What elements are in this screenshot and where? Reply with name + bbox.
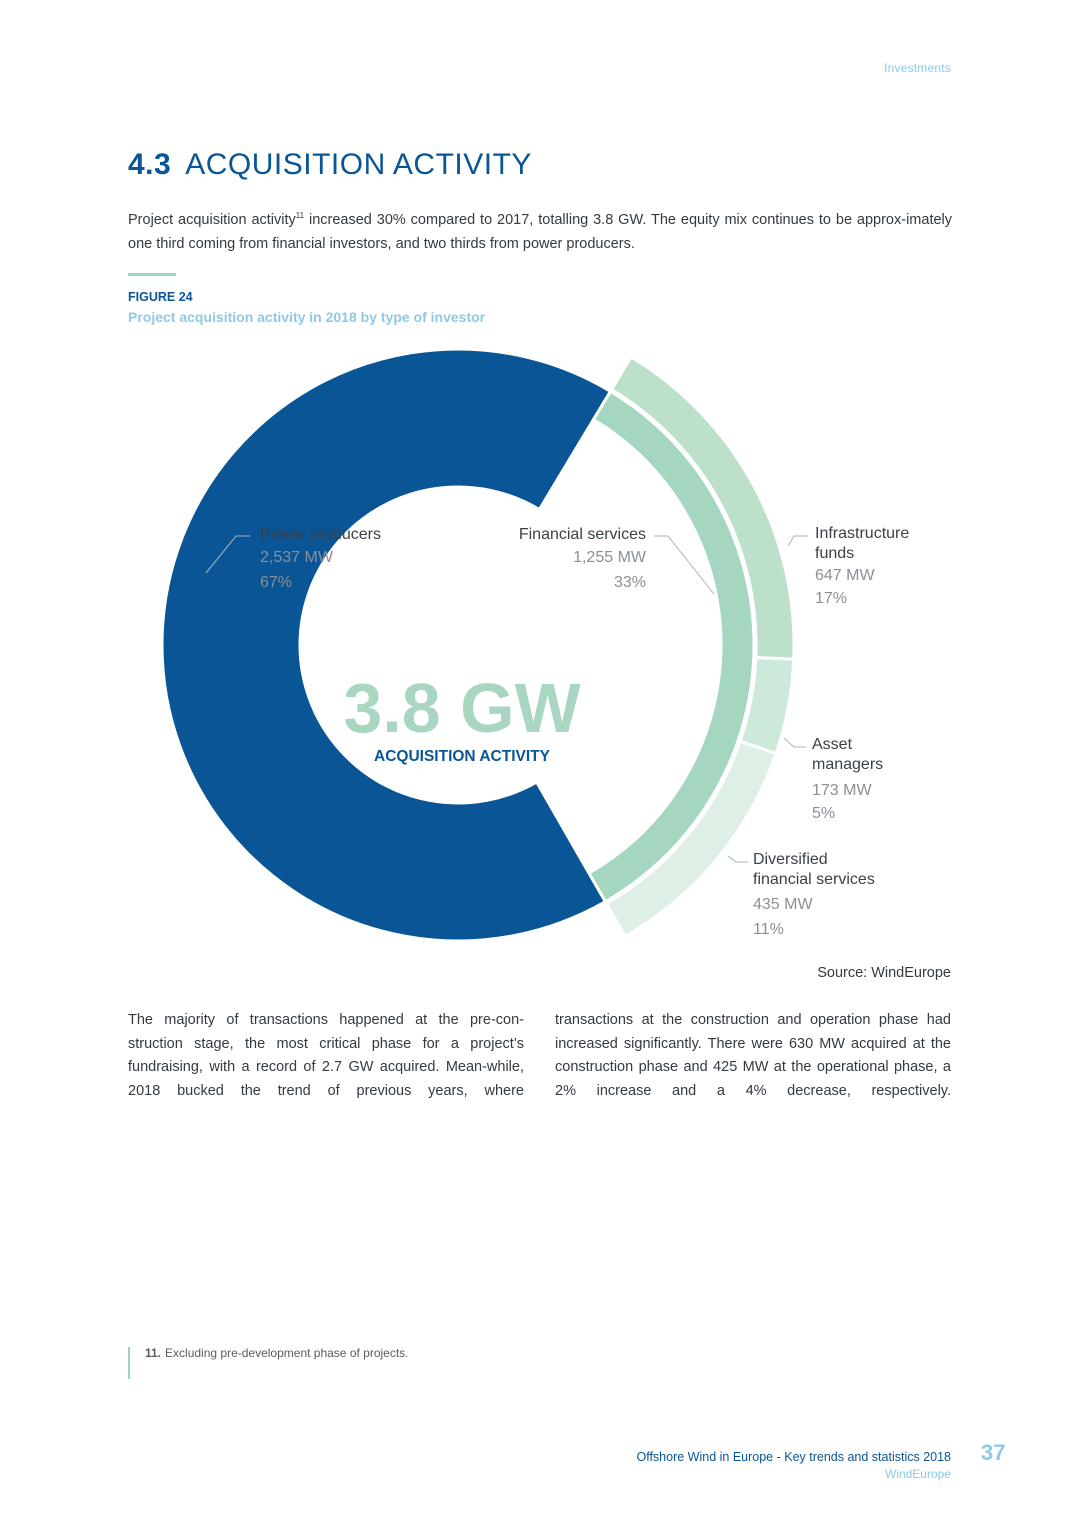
infrastructure-funds-label-line2: funds	[815, 545, 855, 562]
infrastructure-funds-label-line1: Infrastructure	[815, 525, 910, 542]
asset-managers-label-line2: managers	[812, 756, 884, 773]
asset-managers-pct: 5%	[812, 805, 836, 822]
asset-managers-mw: 173 MW	[812, 782, 872, 799]
infrastructure-funds-pct: 17%	[815, 590, 848, 607]
footer-org: WindEurope	[884, 1467, 951, 1481]
diversified-pct: 11%	[753, 921, 784, 938]
power-producers-mw: 2,537 MW	[260, 549, 333, 566]
center-total-value: 3.8 GW	[343, 669, 581, 747]
figure-label: FIGURE 24	[128, 290, 193, 304]
intro-text-a: Project acquisition activity	[128, 212, 296, 228]
section-title: ACQUISITION ACTIVITY	[185, 148, 532, 181]
asset-managers-label-line1: Asset	[812, 736, 853, 753]
financial-services-pct: 33%	[613, 574, 646, 591]
diversified-mw: 435 MW	[753, 896, 813, 913]
figure-source: Source: WindEurope	[817, 965, 951, 981]
leader-infrastructure-funds	[788, 536, 808, 546]
power-producers-pct: 67%	[260, 574, 293, 591]
body-column-right: transactions at the construction and operation phase had increased significantly. There were 630 MW acquired at the construction phase and 425 MW at the operational phase, a 2% increase and a 4% decrease, respectively.	[555, 1012, 951, 1099]
diversified-label-line1: Diversified	[753, 851, 828, 868]
intro-text-b: increased 30% compared to 2017, totalling 3.8 GW. The equity mix continues to be approx-imately one third coming from financial investors, and two thirds from power producers.	[128, 212, 953, 252]
power-producers-label: Power producers	[260, 526, 381, 543]
page-number: 37	[981, 1440, 1006, 1465]
leader-asset-managers	[784, 738, 806, 747]
infrastructure-funds-mw: 647 MW	[815, 567, 875, 584]
center-total-label: ACQUISITION ACTIVITY	[374, 748, 550, 765]
footnote-bar	[128, 1347, 130, 1379]
footnote-number: 11.	[145, 1346, 162, 1360]
footnote	[145, 1346, 409, 1360]
section-tag: Investments	[884, 61, 951, 75]
figure-title: Project acquisition activity in 2018 by type of investor	[128, 309, 486, 325]
leader-diversified	[728, 856, 748, 862]
footer-title: Offshore Wind in Europe - Key trends and statistics 2018	[636, 1450, 951, 1464]
footnote-text: Excluding pre-development phase of projects.	[165, 1346, 409, 1360]
body-column-left: The majority of transactions happened at the pre-con-struction stage, the most critical phase for a project’s fundraising, with a record of 2.7 GW acquired. Mean-while, 2018 bucked the trend of previous years, where	[128, 1012, 524, 1099]
footnote-ref[interactable]: 11	[295, 211, 305, 221]
donut-segment-power-producers	[162, 349, 610, 941]
diversified-label-line2: financial services	[753, 871, 875, 888]
financial-services-label: Financial services	[518, 526, 646, 543]
financial-services-mw: 1,255 MW	[573, 549, 646, 566]
section-number: 4.3	[128, 148, 172, 181]
